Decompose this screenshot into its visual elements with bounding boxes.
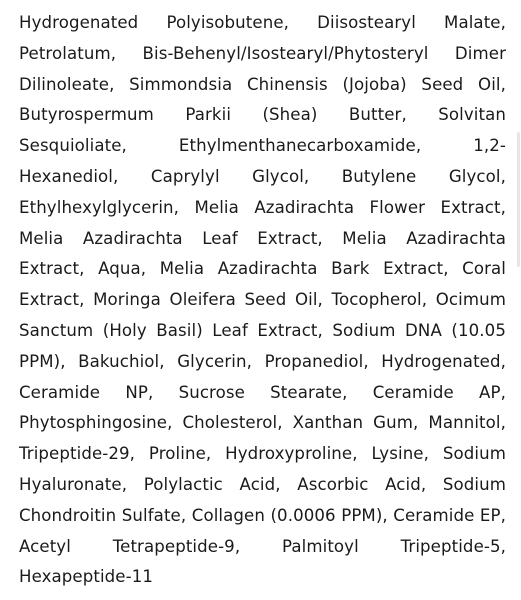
scrollbar-thumb[interactable] [517, 132, 520, 267]
vertical-scrollbar[interactable] [515, 0, 521, 600]
ingredients-list-text: Hydrogenated Polyisobutene, Diisostearyl Malate, Petrolatum, Bis-Behenyl/Isostearyl/Phytosteryl Dimer Dilinoleate, Simmondsia Chinensis (Jojoba) Seed Oil, Butyrospermum Parkii (Shea) Butter, Solvitan Sesquioliate, Ethylmenthanecarboxamide, 1,2-Hexanediol, Caprylyl Glycol, Butylene Glycol, Ethylhexylglycerin, Melia Azadirachta Flower Extract, Melia Azadirachta Leaf Extract, Melia Azadirachta Extract, Aqua, Melia Azadirachta Bark Extract, Coral Extract, Moringa Oleifera Seed Oil, Tocopherol, Ocimum Sanctum (Holy Basil) Leaf Extract, Sodium DNA (10.05 PPM), Bakuchiol, Glycerin, Propanediol, Hydrogenated, Ceramide NP, Sucrose Stearate, Ceramide AP, Phytosphingosine, Cholesterol, Xanthan Gum, Mannitol, Tripeptide-29, Proline, Hydroxyproline, Lysine, Sodium Hyaluronate, Polylactic Acid, Ascorbic Acid, Sodium Chondroitin Sulfate, Collagen (0.0006 PPM), Ceramide EP, Acetyl Tetrapeptide-9, Palmitoyl Tripeptide-5, Hexapeptide-11 [19, 13, 506, 587]
